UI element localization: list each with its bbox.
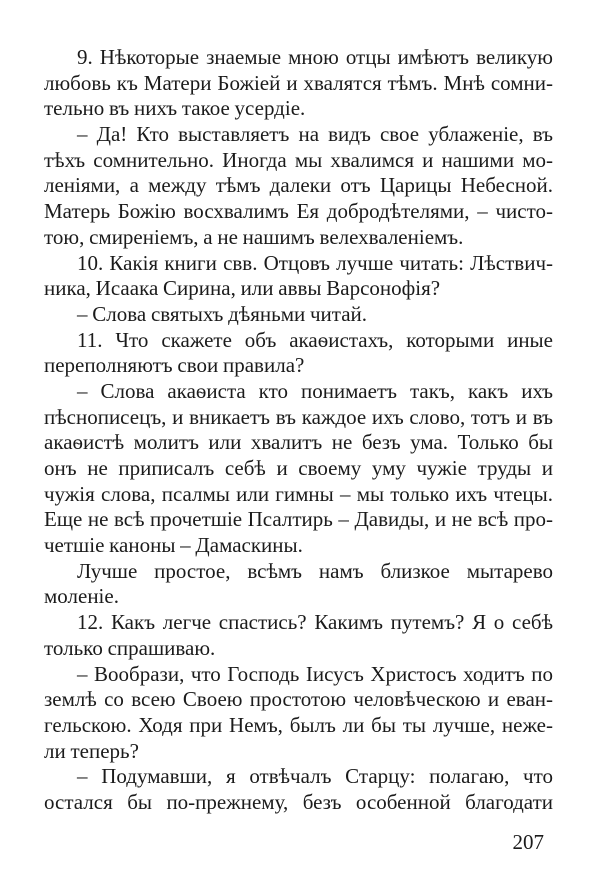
- text-line: пѣснописецъ, и вникаетъ въ каждое ихъ слово, тотъ и въ: [44, 404, 553, 429]
- text-line: онъ не приписалъ себѣ и своему уму чужіе труды и: [44, 456, 553, 480]
- text-line: – Подумавши, я отвѣчалъ Старцу: полагаю, что: [77, 764, 553, 789]
- text-line: – Слова святыхъ дѣяньми читай.: [77, 301, 368, 326]
- text-line: – Слова акаѳиста кто понимаетъ такъ, какъ ихъ: [77, 378, 553, 403]
- text-line: – Вообрази, что Господь Іисусъ Христосъ ходитъ по: [77, 661, 553, 686]
- text-line: – Да! Кто выставляетъ на видъ свое ублаженіе, въ: [77, 122, 553, 147]
- text-line: леніями, а между тѣмъ далеки отъ Царицы Небесной.: [44, 173, 553, 198]
- text-line: любовь къ Матери Божіей и хвалятся тѣмъ. Мнѣ сомни-: [44, 70, 553, 95]
- text-line: 11. Что скажете объ акаѳистахъ, которыми иные: [77, 327, 553, 352]
- text-line: землѣ со всею Своею простотою человѣческою и еван-: [44, 687, 553, 712]
- text-line: тельно въ нихъ такое усердіе.: [44, 96, 306, 121]
- text-line: Еще не всѣ прочетшіе Псалтирь – Давиды, и не всѣ про-: [44, 507, 553, 532]
- text-line: только спрашиваю.: [44, 635, 216, 660]
- text-line: ника, Исаака Сирина, или аввы Варсонофія?: [44, 276, 441, 301]
- text-line: моленіе.: [44, 584, 119, 609]
- page-number: 207: [512, 830, 544, 854]
- text-line: гельскою. Ходя при Немъ, былъ ли бы ты лучше, неже-: [44, 712, 553, 737]
- text-line: 12. Какъ легче спастись? Какимъ путемъ? Я о себѣ: [77, 610, 553, 635]
- text-line: тѣхъ сомнительно. Иногда мы хвалимся и нашими мо-: [44, 147, 553, 172]
- page-text: [44, 45, 553, 816]
- text-line: акаѳистѣ молитъ или хвалитъ не безъ ума. Только бы: [44, 430, 553, 455]
- text-line: тою, смиреніемъ, а не нашимъ велехваленіемъ.: [44, 224, 464, 249]
- text-line: переполняютъ свои правила?: [44, 353, 305, 378]
- text-line: остался бы по-прежнему, безъ особенной благодати: [44, 789, 553, 814]
- text-line: чужія слова, псалмы или гимны – мы только ихъ чтецы.: [44, 481, 553, 506]
- text-line: Матерь Божію восхвалимъ Ея добродѣтелями, – чисто-: [44, 199, 553, 224]
- text-line: Лучше простое, всѣмъ намъ близкое мытарево: [77, 558, 553, 583]
- text-line: ли теперь?: [44, 738, 139, 763]
- text-line: 10. Какія книги свв. Отцовъ лучше читать: Лѣствич-: [77, 250, 553, 275]
- text-line: четшіе каноны – Дамаскины.: [44, 533, 303, 558]
- text-line: 9. Нѣкоторые знаемые мною отцы имѣютъ великую: [77, 45, 553, 69]
